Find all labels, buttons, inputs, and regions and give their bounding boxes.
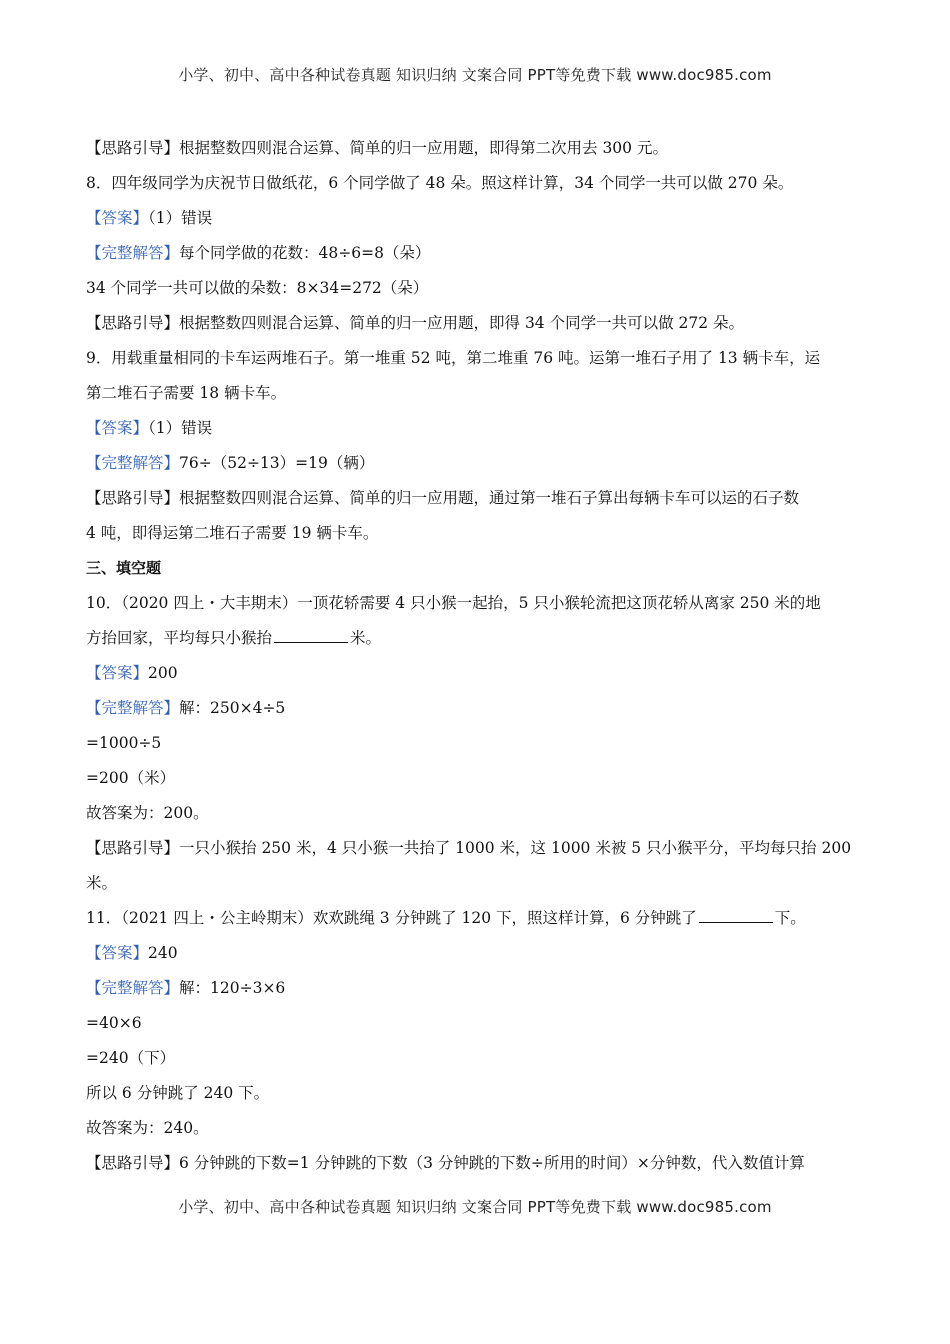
question-10-unit: 米。 — [350, 629, 382, 647]
question-11 — [86, 901, 866, 936]
hint-text-cont: 4 吨，即得运第二堆石子需要 19 辆卡车。 — [86, 524, 379, 542]
hint-line — [86, 1146, 866, 1181]
question-11-text: 11．（2021 四上・公主岭期末）欢欢跳绳 3 分钟跳了 120 下，照这样计算，6 分钟跳了 — [86, 909, 697, 927]
hint-text: 根据整数四则混合运算、简单的归一应用题，即得 34 个同学一共可以做 272 朵。 — [179, 314, 745, 332]
answer-line — [86, 201, 866, 236]
hint-line — [86, 831, 866, 866]
hint-text: 根据整数四则混合运算、简单的归一应用题，即得第二次用去 300 元。 — [179, 139, 668, 157]
solution-text: 76÷（52÷13）=19（辆） — [179, 454, 375, 472]
hint-tag: 【思路引导】 — [86, 839, 180, 857]
solution-step: =1000÷5 — [86, 734, 162, 752]
question-10-cont — [86, 621, 866, 656]
answer-tag: 【答案】 — [86, 664, 149, 682]
solution-line — [86, 446, 866, 481]
hint-tag: 【思路引导】 — [86, 314, 180, 332]
solution-text: 每个同学做的花数：48÷6=8（朵） — [179, 244, 431, 262]
section-heading: 三、填空题 — [86, 559, 162, 577]
solution-tag: 【完整解答】 — [86, 699, 180, 717]
solution-conclusion: 所以 6 分钟跳了 240 下。 — [86, 1084, 270, 1102]
solution-step: =240（下） — [86, 1049, 176, 1067]
hint-tag: 【思路引导】 — [86, 139, 180, 157]
solution-conclusion: 故答案为：240。 — [86, 1119, 209, 1137]
hint-text: 一只小猴抬 250 米，4 只小猴一共抬了 1000 米，这 1000 米被 5 只小猴平分，平均每只抬 200 — [179, 839, 852, 857]
hint-tag: 【思路引导】 — [86, 1154, 180, 1172]
answer-text: 240 — [148, 944, 178, 962]
answer-blank — [699, 908, 773, 923]
hint-tag: 【思路引导】 — [86, 489, 180, 507]
answer-text: 200 — [148, 664, 178, 682]
answer-text: （1）错误 — [148, 419, 213, 437]
solution-line — [86, 691, 866, 726]
hint-line — [86, 481, 866, 516]
answer-line — [86, 656, 866, 691]
solution-tag: 【完整解答】 — [86, 244, 180, 262]
solution-step: 34 个同学一共可以做的朵数：8×34=272（朵） — [86, 279, 429, 297]
solution-step: =200（米） — [86, 769, 176, 787]
answer-tag: 【答案】 — [86, 209, 149, 227]
question-9-cont: 第二堆石子需要 18 辆卡车。 — [86, 384, 287, 402]
answer-blank — [274, 628, 348, 643]
hint-line — [86, 306, 866, 341]
question-9: 9．用载重量相同的卡车运两堆石子。第一堆重 52 吨，第二堆重 76 吨。运第一堆石子用了 13 辆卡车，运 — [86, 349, 821, 367]
hint-text: 根据整数四则混合运算、简单的归一应用题，通过第一堆石子算出每辆卡车可以运的石子数 — [179, 489, 800, 507]
question-10: 10．（2020 四上・大丰期末）一顶花轿需要 4 只小猴一起抬，5 只小猴轮流把这顶花轿从离家 250 米的地 — [86, 594, 821, 612]
page-header: 小学、初中、高中各种试卷真题 知识归纳 文案合同 PPT等免费下载 www.doc985.com — [178, 66, 772, 84]
solution-text: 解：250×4÷5 — [179, 699, 286, 717]
page-footer: 小学、初中、高中各种试卷真题 知识归纳 文案合同 PPT等免费下载 www.doc985.com — [178, 1198, 772, 1216]
solution-tag: 【完整解答】 — [86, 454, 180, 472]
document-body — [86, 131, 866, 1181]
answer-line — [86, 936, 866, 971]
question-11-unit: 下。 — [774, 909, 806, 927]
question-10-text: 方抬回家，平均每只小猴抬 — [86, 629, 273, 647]
question-8: 8．四年级同学为庆祝节日做纸花，6 个同学做了 48 朵。照这样计算，34 个同学一共可以做 270 朵。 — [86, 174, 794, 192]
solution-step: =40×6 — [86, 1014, 142, 1032]
answer-line — [86, 411, 866, 446]
solution-line — [86, 971, 866, 1006]
solution-text: 解：120÷3×6 — [179, 979, 286, 997]
solution-tag: 【完整解答】 — [86, 979, 180, 997]
answer-tag: 【答案】 — [86, 419, 149, 437]
hint-line — [86, 131, 866, 166]
hint-text-cont: 米。 — [86, 874, 118, 892]
hint-text: 6 分钟跳的下数=1 分钟跳的下数（3 分钟跳的下数÷所用的时间）×分钟数，代入数值计算 — [179, 1154, 805, 1172]
answer-text: （1）错误 — [148, 209, 213, 227]
solution-conclusion: 故答案为：200。 — [86, 804, 209, 822]
solution-line — [86, 236, 866, 271]
answer-tag: 【答案】 — [86, 944, 149, 962]
